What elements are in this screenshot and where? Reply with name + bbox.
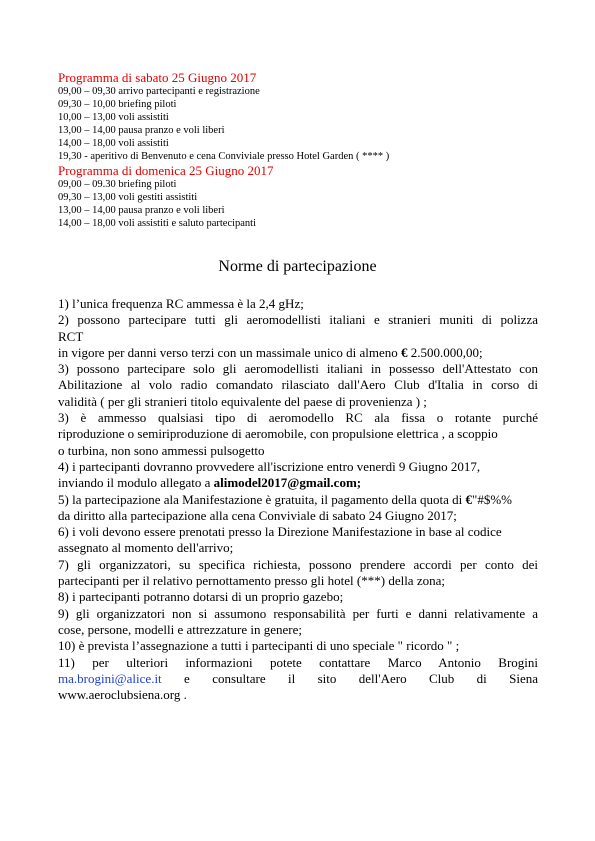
schedule-item: 14,00 – 18,00 voli assistiti — [58, 138, 169, 149]
rule-line: 11) per ulteriori informazioni potete contattare Marco Antonio Brogini — [58, 654, 538, 670]
rule-line: 3) possono partecipare solo gli aeromodellisti italiani in possesso dell'Attestato con — [58, 361, 538, 377]
rule-line — [58, 492, 538, 508]
rule-line — [58, 671, 538, 687]
euro-sign: € — [465, 491, 473, 507]
rule-line: 9) gli organizzatori non si assumono responsabilità per furti e danni relativamente a — [58, 605, 538, 621]
rule-line: assegnato al momento dell'arrivo; — [58, 540, 234, 556]
rule-line — [58, 345, 538, 361]
rule-line: 1) l’unica frequenza RC ammessa è la 2,4 gHz; — [58, 296, 304, 311]
rule-line: RCT — [58, 328, 84, 344]
sunday-heading: Programma di domenica 25 Giugno 2017 — [58, 163, 274, 178]
schedule-item: 10,00 – 13,00 voli assistiti — [58, 112, 169, 123]
rule-line: o turbina, non sono ammessi pulsogetto — [58, 442, 265, 458]
rule-line: Abilitazione al volo radio comandato rilasciato dall'Aero Club d'Italia in corso di — [58, 377, 538, 393]
rule-line: partecipanti per il relativo pernottamento presso gli hotel (***) della zona; — [58, 573, 445, 589]
rule-text: e consultare il sito dell'Aero Club di Siena — [161, 670, 538, 686]
schedule-item: 19,30 - aperitivo di Benvenuto e cena Conviviale presso Hotel Garden ( **** ) — [58, 151, 390, 162]
rule-text: inviando il modulo allegato a — [58, 475, 214, 491]
rule-line: cose, persone, modelli e attrezzature in genere; — [58, 621, 302, 637]
website-link[interactable]: www.aeroclubsiena.org . — [58, 687, 187, 703]
rule-line: 2) possono partecipare tutti gli aeromodellisti italiani e stranieri muniti di polizza — [58, 312, 538, 328]
rule-line: 8) i partecipanti potranno dotarsi di un proprio gazebo; — [58, 589, 344, 605]
rule-text: 5) la partecipazione ala Manifestazione è gratuita, il pagamento della quota di — [58, 491, 466, 507]
rule-text: "#$%% — [472, 491, 512, 507]
registration-email[interactable]: alimodel2017@gmail.com; — [213, 475, 362, 491]
schedule-item: 13,00 – 14,00 pausa pranzo e voli liberi — [58, 125, 225, 136]
schedule-item: 09,00 – 09,30 arrivo partecipanti e registrazione — [58, 86, 260, 97]
saturday-heading: Programma di sabato 25 Giugno 2017 — [58, 70, 257, 85]
rule-line: 10) è prevista l’assegnazione a tutti i partecipanti di uno speciale " ricordo " ; — [58, 638, 460, 654]
schedule-item: 09,00 – 09.30 briefing piloti — [58, 179, 177, 190]
schedule-item: 14,00 – 18,00 voli assistiti e saluto partecipanti — [58, 218, 257, 229]
rule-line: da diritto alla partecipazione alla cena Conviviale di sabato 24 Giugno 2017; — [58, 507, 457, 523]
schedule-item: 09,30 – 13,00 voli gestiti assistiti — [58, 192, 198, 203]
schedule-item: 13,00 – 14,00 pausa pranzo e voli liberi — [58, 205, 225, 216]
rule-line: riproduzione o semiriproduzione di aeromobile, con propulsione elettrica , a scoppio — [58, 426, 498, 442]
rule-text: in vigore per danni verso terzi con un massimale unico di almeno — [58, 344, 401, 360]
contact-email-link[interactable]: ma.brogini@alice.it — [58, 670, 162, 686]
rule-line: 4) i partecipanti dovranno provvedere all'iscrizione entro venerdì 9 Giugno 2017, — [58, 458, 481, 474]
rule-line: 7) gli organizzatori, su specifica richiesta, possono prendere accordi per conto dei — [58, 556, 538, 572]
rule-text: 2.500.000,00; — [407, 344, 483, 360]
rules-title: Norme di partecipazione — [218, 258, 377, 275]
rule-line: 6) i voli devono essere prenotati presso la Direzione Manifestazione in base al codice — [58, 524, 502, 540]
schedule-item: 09,30 – 10,00 briefing piloti — [58, 99, 177, 110]
rules-section — [58, 296, 538, 703]
rule-line — [58, 475, 538, 491]
rule-line: validità ( per gli stranieri titolo equivalente del paese di provenienza ) ; — [58, 393, 427, 409]
schedule-section — [58, 70, 558, 230]
rule-line: 3) è ammesso qualsiasi tipo di aeromodello RC ala fissa o rotante purché — [58, 410, 538, 426]
euro-sign: € — [400, 344, 408, 360]
